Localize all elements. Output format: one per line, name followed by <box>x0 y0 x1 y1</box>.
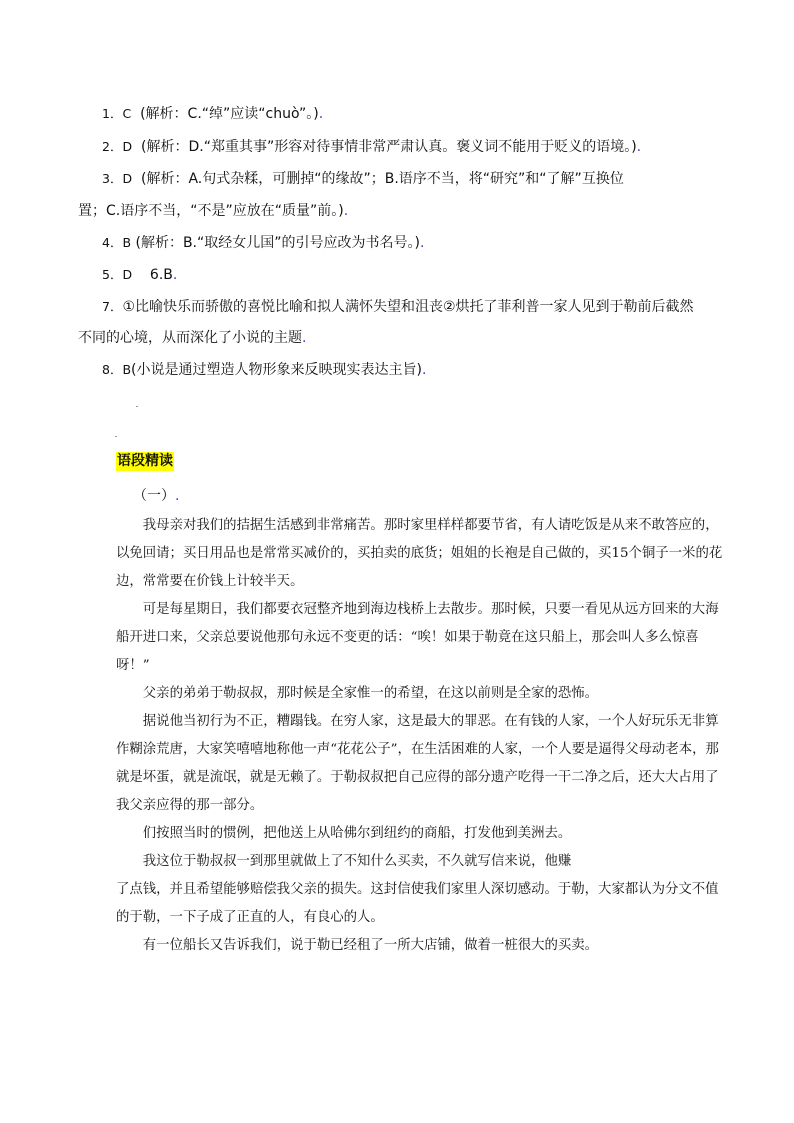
answer-7-continued: 不同的心境，从而深化了小说的主题. <box>78 330 307 346</box>
answer-1: 1．C (解析：C.“绰”应读“chuò”。). <box>102 106 324 122</box>
passage-paragraph: 我这位于勒叔叔一到那里就做上了不知什么买卖，不久就写信来说，他赚 <box>142 854 572 869</box>
answer-8: 8．B(小说是通过塑造人物形象来反映现实表达主旨). <box>102 362 427 378</box>
answer-3-continued: 置；C.语序不当，“不是”应放在“质量”前。). <box>78 203 349 219</box>
stray-mark <box>115 436 117 437</box>
section-heading: 语段精读 <box>117 453 173 469</box>
reading-passage <box>116 512 724 960</box>
answer-2: 2．D (解析：D.“郑重其事”形容对待事情非常严肃认真。褒义词不能用于贬义的语境。). <box>102 139 642 155</box>
answer-explanation: (解析：B.“取经女儿国”的引号应改为书名号。) <box>135 235 420 251</box>
answer-number: 4．B <box>102 235 132 250</box>
answer-4: 4．B (解析：B.“取经女儿国”的引号应改为书名号。). <box>102 235 425 251</box>
answer-explanation: (小说是通过塑造人物形象来反映现实表达主旨) <box>131 362 422 378</box>
answer-explanation: (解析：A.句式杂糅，可删掉“的缘故”；B.语序不当，将“研究”和“了解”互换位 <box>141 171 624 187</box>
passage-paragraph: 我母亲对我们的拮据生活感到非常痛苦。那时家里样样都要节省，有人请吃饭是从来不敢答应的，以免回请；买日用品也是常常买减价的，买拍卖的底货；姐姐的长袍是自己做的，买15个铜子一米的花边，常常要在价钱上计较半天。 <box>116 518 723 589</box>
passage-paragraph: 可是每星期日，我们都要衣冠整齐地到海边栈桥上去散步。那时候，只要一看见从远方回来的大海船开进口来，父亲总要说他那句永远不变更的话：“唉！如果于勒竟在这只船上，那会叫人多么惊喜呀！” <box>116 602 719 673</box>
answer-explanation: (解析：D.“郑重其事”形容对待事情非常严肃认真。褒义词不能用于贬义的语境。) <box>141 139 637 155</box>
passage-paragraph: 有一位船长又告诉我们，说于勒已经租了一所大店铺，做着一桩很大的买卖。 <box>142 938 599 953</box>
answer-3 <box>102 164 724 194</box>
answer-number: 5．D <box>102 267 133 282</box>
answer-5-6: 5．D 6.B. <box>102 267 178 283</box>
passage-paragraph: 据说他当初行为不正，糟蹋钱。在穷人家，这是最大的罪恶。在有钱的人家，一个人好玩乐无非算作糊涂荒唐，大家笑嘻嘻地称他一声“花花公子”，在生活困难的人家，一个人要是逼得父母动老本，那就是坏蛋，就是流氓，就是无赖了。于勒叔叔把自己应得的部分遗产吃得一干二净之后，还大大占用了我父亲应得的那一部分。 <box>116 714 719 813</box>
answer-number: 1．C <box>102 106 132 121</box>
passage-paragraph: 们按照当时的惯例，把他送上从哈佛尔到纽约的商船，打发他到美洲去。 <box>142 826 572 841</box>
answer-number: 3．D <box>102 171 133 186</box>
section-subtitle: （一）. <box>133 488 180 504</box>
passage-paragraph: 了点钱，并且希望能够赔偿我父亲的损失。这封信使我们家里人深切感动。于勒，大家都认为分文不值的于勒，一下子成了正直的人，有良心的人。 <box>116 882 719 925</box>
answer-explanation-continued: 置；C.语序不当，“不是”应放在“质量”前。) <box>78 203 344 219</box>
subtitle-text: （一） <box>133 488 175 504</box>
passage-paragraph: 父亲的弟弟于勒叔叔，那时候是全家惟一的希望，在这以前则是全家的恐怖。 <box>142 686 599 701</box>
answer-explanation: (解析：C.“绰”应读“chuò”。) <box>140 106 319 122</box>
answer-7 <box>102 292 724 322</box>
answer-number: 2．D <box>102 139 133 154</box>
stray-mark <box>136 406 138 407</box>
answer-explanation: 6.B <box>149 267 173 283</box>
answer-explanation: ①比喻快乐而骄傲的喜悦比喻和拟人满怀失望和沮丧②烘托了菲利普一家人见到于勒前后截然 <box>122 299 694 315</box>
answer-number: 7． <box>102 299 123 314</box>
answer-number: 8．B <box>102 362 132 377</box>
answer-explanation-continued: 不同的心境，从而深化了小说的主题 <box>78 330 302 346</box>
